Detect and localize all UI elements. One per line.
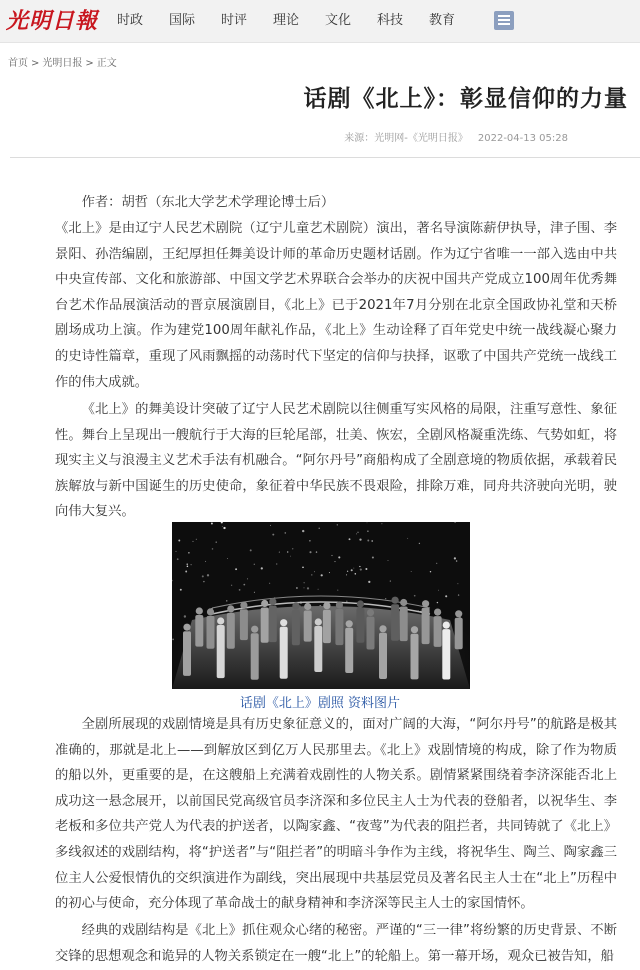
main-nav [104, 0, 468, 42]
article-date: 2022-04-13 05:28 [477, 133, 568, 144]
breadcrumb-home[interactable]: 首页 [8, 58, 28, 69]
top-navigation-bar [0, 0, 640, 43]
article-source: 来源：光明网-《光明日报》 [344, 133, 468, 144]
article-author: 作者：胡哲（东北大学艺术学理论博士后） [81, 195, 335, 210]
article-paragraph-1: 《北上》是由辽宁人民艺术剧院（辽宁儿童艺术剧院）演出，著名导演陈薪伊执导，津子围、李景阳、孙浩编剧，王纪厚担任舞美设计师的革命历史题材话剧。作为辽宁省唯一一部入选由中共中央宣传部、文化和旅游部、中国文学艺术界联合会举办的庆祝中国共产党成立100周年优秀舞台艺术作品展演活动的晋京展演剧目，《北上》已于2021年7月分别在北京全国政协礼堂和天桥剧场成功上演。作为建党100周年献礼作品，《北上》生动诠释了百年党史中统一战线凝心聚力的史诗性篇章，重现了风雨飘摇的动荡时代下坚定的信仰与抉择，讴歌了中国共产党统一战线工作的伟大成就。 [55, 221, 617, 390]
nav-item-commentary[interactable]: 时评 [220, 13, 247, 28]
nav-item-education[interactable]: 教育 [428, 13, 455, 28]
breadcrumb [8, 54, 117, 69]
breadcrumb-section[interactable]: 光明日报 [42, 58, 83, 69]
article-paragraph-3: 全剧所展现的戏剧情境是具有历史象征意义的，面对广阔的大海，“阿尔丹号”的航路是极其准确的，那就是北上——到解放区到亿万人民那里去。《北上》戏剧情境的构成，除了作为物质的船以外，更重要的是，在这艘船上充满着戏剧性的人物关系。剧情紧紧围绕着李济深能否北上成功这一悬念展开，以前国民党高级官员李济深和多位民主人士为代表的登船者，以祝华生、李老板和多位共产党人为代表的护送者，以陶家鑫、“夜莺”为代表的阻拦者，共同铸就了《北上》多线叙述的戏剧结构，将“护送者”与“阻拦者”的明暗斗争作为主线，将祝华生、陶兰、陶家鑫三位主人公爱恨情仇的交织演进作为副线，突出展现中共基层党员及著名民主人士在“北上”历程中的初心与使命，充分体现了革命战士的献身精神和李济深等民主人士的家国情怀。 [55, 717, 617, 912]
site-logo[interactable]: 光明日報 [6, 8, 99, 34]
article-meta [344, 129, 568, 144]
photo-caption: 话剧《北上》剧照 资料图片 [239, 696, 401, 711]
nav-item-theory[interactable]: 理论 [272, 13, 299, 28]
breadcrumb-current: 正文 [96, 58, 117, 69]
article-title: 话剧《北上》：彰显信仰的力量 [303, 86, 628, 112]
article-paragraph-2: 《北上》的舞美设计突破了辽宁人民艺术剧院以往侧重写实风格的局限，注重写意性、象征性。舞台上呈现出一艘航行于大海的巨轮尾部，壮美、恢宏，全剧风格凝重洗练、气势如虹，将现实主义与浪漫主义艺术手法有机融合。“阿尔丹号”商船构成了全剧意境的物质依据，承载着民族解放与新中国诞生的历史使命，象征着中华民族不畏艰险，排除万难，同舟共济驶向光明，驶向伟大复兴。 [55, 402, 617, 520]
nav-item-technology[interactable]: 科技 [376, 13, 403, 28]
breadcrumb-separator: > [85, 58, 94, 69]
nav-item-politics[interactable]: 时政 [116, 13, 143, 28]
nav-item-culture[interactable]: 文化 [324, 13, 351, 28]
menu-icon[interactable] [494, 11, 514, 30]
nav-item-international[interactable]: 国际 [168, 13, 195, 28]
breadcrumb-separator: > [31, 58, 40, 69]
stage-photo [172, 522, 470, 689]
article-paragraph-4: 经典的戏剧结构是《北上》抓住观众心绪的秘密。严谨的“三一律”将纷繁的历史背景、不断交锋的思想观念和诡异的人物关系锁定在一艘“北上”的轮船上。第一幕开场，观众已被告知，船 [55, 923, 617, 964]
header-divider [10, 157, 640, 158]
